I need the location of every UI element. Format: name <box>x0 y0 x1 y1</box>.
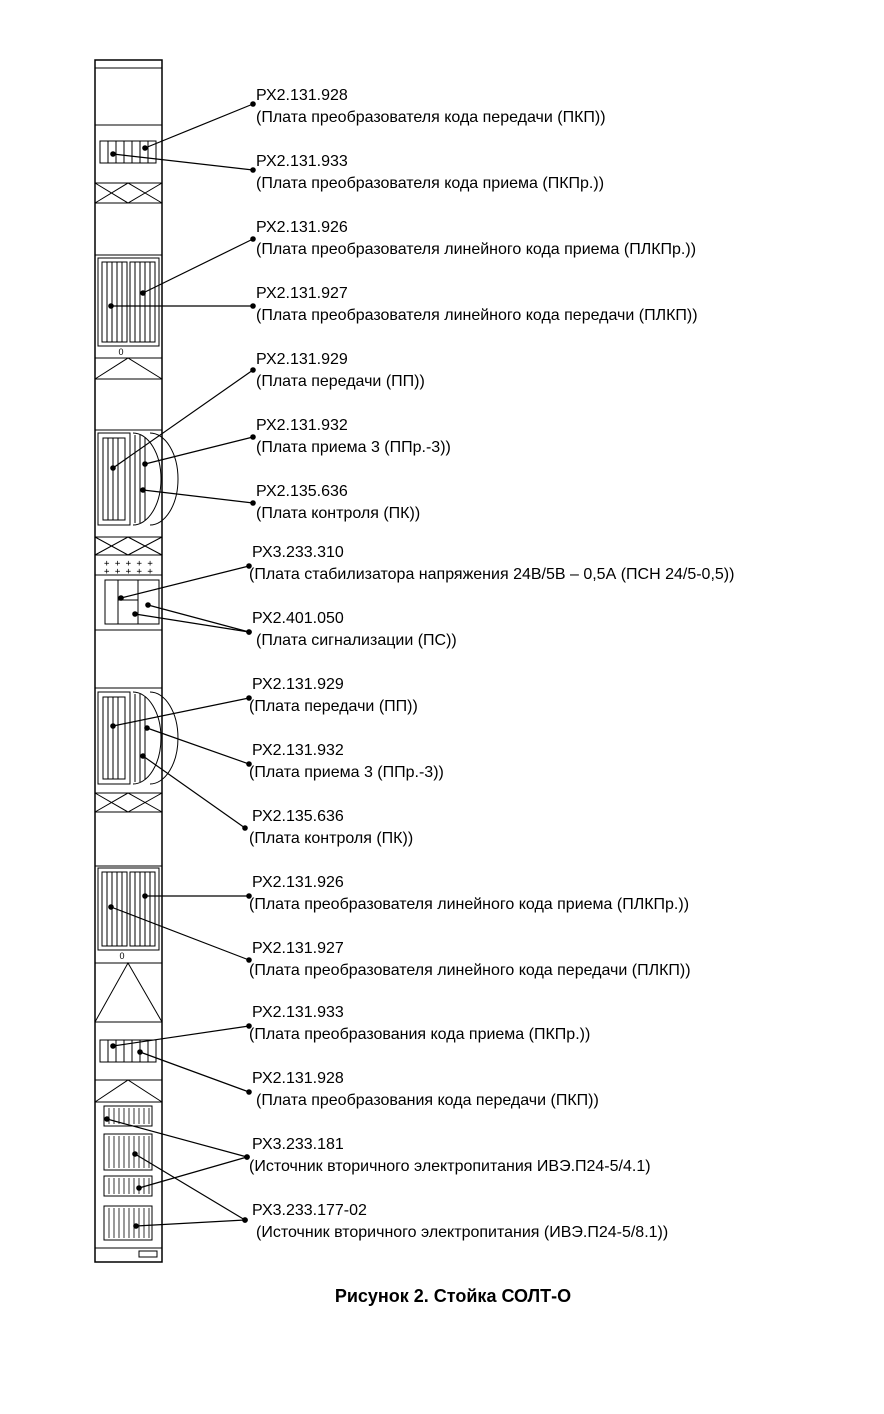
shelf-tx-rx-lower <box>98 692 178 784</box>
callout-code: РХ3.233.181 <box>252 1136 344 1153</box>
callout-code: РХ2.131.928 <box>256 87 348 104</box>
leader-dot <box>105 1117 109 1121</box>
leader-line <box>113 1026 249 1046</box>
callout-code: РХ2.131.933 <box>256 153 348 170</box>
leader-dot <box>111 152 115 156</box>
callout-description: (Плата передачи (ПП)) <box>256 373 425 390</box>
shelf-mark-lower: 0 <box>119 951 125 961</box>
figure-caption: Рисунок 2. Стойка СОЛТ-О <box>334 1286 572 1306</box>
leader-dot <box>141 291 145 295</box>
callout-description: (Плата сигнализации (ПС)) <box>256 632 457 649</box>
callout-code: РХ2.135.636 <box>256 483 348 500</box>
callout-description: (Источник вторичного электропитания (ИВЭ.П24-5/8.1)) <box>256 1224 669 1241</box>
callout-description: (Плата преобразователя линейного кода приема (ПЛКПр.)) <box>249 896 690 913</box>
leader-dot <box>141 754 145 758</box>
callout-description: (Плата преобразователя кода приема (ПКПр.)) <box>256 175 605 192</box>
shelf-code-converter-top <box>100 141 156 163</box>
callout-code: РХ2.131.929 <box>252 676 344 693</box>
callout-code: РХ2.131.932 <box>252 742 344 759</box>
leader-line <box>113 154 253 170</box>
callout-description: (Плата преобразования кода приема (ПКПр.)) <box>249 1026 591 1043</box>
leader-line <box>113 698 249 726</box>
leader-line <box>107 1119 247 1157</box>
shelf-stabilizer-signal <box>105 580 159 624</box>
leader-line <box>113 370 253 468</box>
leader-dot <box>141 488 145 492</box>
leader-dot <box>133 612 137 616</box>
leader-line <box>143 756 245 828</box>
callout-code: РХ2.131.932 <box>256 417 348 434</box>
leader-dot <box>145 726 149 730</box>
leader-dot <box>251 435 255 439</box>
callout-code: РХ2.401.050 <box>252 610 344 627</box>
leader-dot <box>109 905 113 909</box>
leader-dot <box>109 304 113 308</box>
leader-dot <box>251 368 255 372</box>
leader-dot <box>134 1224 138 1228</box>
callout-code: РХ2.131.928 <box>252 1070 344 1087</box>
leader-dot <box>143 146 147 150</box>
leader-dot <box>133 1152 137 1156</box>
leader-dot <box>251 102 255 106</box>
leader-line <box>140 1052 249 1092</box>
leader-line <box>145 104 253 148</box>
rack-base-plate <box>139 1251 157 1257</box>
leader-dot <box>247 630 251 634</box>
leader-dot <box>111 466 115 470</box>
leader-dot <box>137 1186 141 1190</box>
leader-dot <box>146 603 150 607</box>
shelf-tx-rx-upper <box>98 433 178 525</box>
leader-dot <box>251 501 255 505</box>
callout-code: РХ2.131.926 <box>252 874 344 891</box>
callout-code: РХ2.131.929 <box>256 351 348 368</box>
callout-code: РХ3.233.177-02 <box>252 1202 367 1219</box>
leader-dot <box>119 596 123 600</box>
leader-dot <box>251 304 255 308</box>
callout-description: (Плата передачи (ПП)) <box>249 698 418 715</box>
callout-code: РХ2.135.636 <box>252 808 344 825</box>
callout-description: (Плата стабилизатора напряжения 24В/5В – 0,5А (ПСН 24/5-0,5)) <box>249 566 735 583</box>
leader-dot <box>243 1218 247 1222</box>
callout-description: (Источник вторичного электропитания ИВЭ.П24-5/4.1) <box>249 1158 651 1175</box>
callout-code: РХ2.131.927 <box>256 285 348 302</box>
leader-line <box>111 907 249 960</box>
callout-description: (Плата приема 3 (ППр.-3)) <box>249 764 444 781</box>
leader-dot <box>243 826 247 830</box>
leader-dot <box>251 168 255 172</box>
leader-dot <box>251 237 255 241</box>
callout-code: РХ2.131.927 <box>252 940 344 957</box>
callout-description: (Плата контроля (ПК)) <box>249 830 414 847</box>
leader-dot <box>138 1050 142 1054</box>
power-supply-modules <box>104 1106 152 1240</box>
callout-description: (Плата преобразователя кода передачи (ПКП)) <box>256 109 606 126</box>
leader-line <box>145 437 253 464</box>
svg-text:+ + + + +: + + + + + <box>104 567 153 577</box>
leader-dot <box>247 1090 251 1094</box>
callout-description: (Плата преобразователя линейного кода передачи (ПЛКП)) <box>249 962 691 979</box>
rack-braces <box>95 183 162 1102</box>
callout-description: (Плата преобразования кода передачи (ПКП)) <box>256 1092 599 1109</box>
shelf-line-code-upper <box>98 258 159 346</box>
svg-text:+ + + + +: + + + + + <box>104 559 153 569</box>
shelf-line-code-lower <box>98 868 159 950</box>
callout-description: (Плата приема 3 (ППр.-3)) <box>256 439 451 456</box>
leader-dot <box>143 894 147 898</box>
leader-dot <box>111 1044 115 1048</box>
leader-dot <box>111 724 115 728</box>
callout-code: РХ2.131.926 <box>256 219 348 236</box>
callout-description: (Плата контроля (ПК)) <box>256 505 421 522</box>
leader-dot <box>143 462 147 466</box>
callout-code: РХ2.131.933 <box>252 1004 344 1021</box>
shelf-mark-upper: 0 <box>118 347 124 357</box>
callout-description: (Плата преобразователя линейного кода передачи (ПЛКП)) <box>256 307 698 324</box>
terminal-row <box>104 559 153 577</box>
rack-frame <box>95 60 162 1262</box>
callout-code: РХ3.233.310 <box>252 544 344 561</box>
callout-description: (Плата преобразователя линейного кода приема (ПЛКПр.)) <box>256 241 697 258</box>
leader-line <box>139 1157 247 1188</box>
